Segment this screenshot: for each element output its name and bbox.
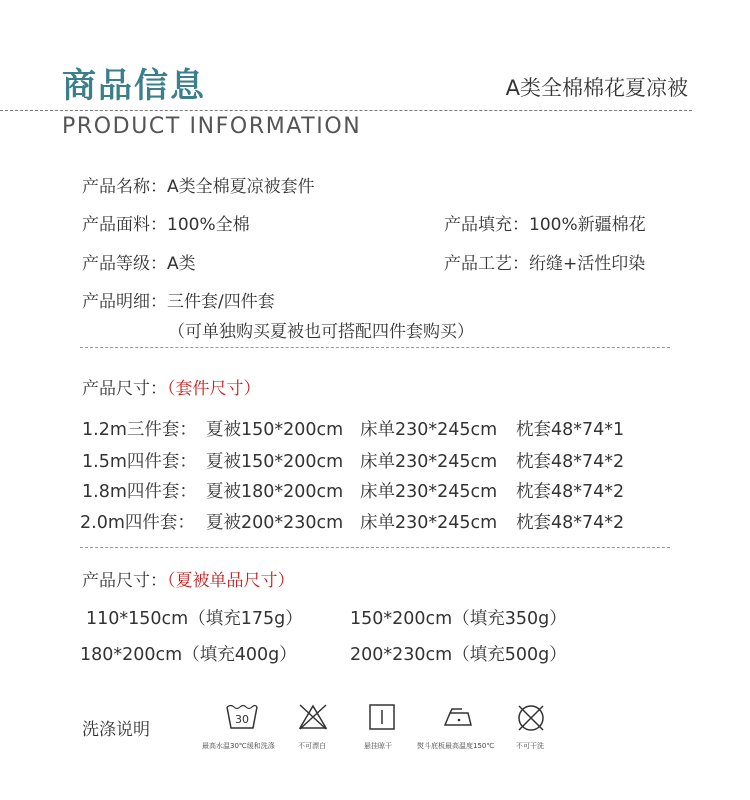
section-divider: [80, 347, 670, 348]
sheet-size: 床单230*245cm: [360, 482, 498, 502]
set-size-label-red: （套件尺寸）: [167, 379, 261, 399]
single-size-label-red: （夏被单品尺寸）: [167, 571, 295, 591]
care-caption: 最高水温30℃缓和洗涤: [202, 742, 275, 750]
quilt-size: 夏被150*200cm: [206, 452, 344, 472]
set-size-row: [82, 416, 197, 441]
iron-low-icon: [442, 703, 474, 735]
svg-text:30: 30: [235, 713, 249, 726]
info-grade: 产品等级：A类: [82, 254, 196, 274]
set-size-heading: [82, 374, 261, 399]
quilt-size: 夏被180*200cm: [206, 482, 344, 502]
care-caption: 不可干洗: [516, 742, 544, 750]
pillow-size: 枕套48*74*2: [516, 482, 625, 502]
set-size-row: [80, 509, 195, 534]
page-title-english: PRODUCT INFORMATION: [62, 114, 362, 139]
info-detail-note: （可单独购买夏被也可搭配四件套购买）: [168, 322, 474, 342]
set-name: 1.5m四件套：: [82, 452, 197, 472]
set-name: 2.0m四件套：: [80, 513, 195, 533]
info-detail: 产品明细：三件套/四件套: [82, 292, 275, 312]
set-name: 1.2m三件套：: [82, 420, 197, 440]
single-size-item: 110*150cm（填充175g）: [86, 609, 303, 629]
header-divider: [0, 110, 692, 111]
info-name: 产品名称：A类全棉夏凉被套件: [82, 177, 315, 197]
pillow-size: 枕套48*74*2: [516, 452, 625, 472]
page-title: 商品信息: [62, 66, 206, 106]
pillow-size: 枕套48*74*1: [516, 420, 625, 440]
wash-30-icon: [225, 703, 259, 735]
quilt-size: 夏被200*230cm: [206, 513, 344, 533]
set-name: 1.8m四件套：: [82, 482, 197, 502]
single-size-heading: [82, 566, 295, 591]
pillow-size: 枕套48*74*2: [516, 513, 625, 533]
care-caption: 不可漂白: [298, 742, 326, 750]
care-caption: 熨斗底板最高温度150℃: [417, 742, 495, 750]
set-size-row: [82, 478, 197, 503]
single-size-item: 180*200cm（填充400g）: [80, 645, 297, 665]
quilt-size: 夏被150*200cm: [206, 420, 344, 440]
set-size-label: 产品尺寸：: [82, 379, 167, 399]
sheet-size: 床单230*245cm: [360, 513, 498, 533]
sheet-size: 床单230*245cm: [360, 452, 498, 472]
single-size-item: 150*200cm（填充350g）: [350, 609, 567, 629]
single-size-label: 产品尺寸：: [82, 571, 167, 591]
no-dry-clean-icon: [516, 703, 546, 737]
hang-dry-icon: [368, 703, 396, 735]
info-craft: 产品工艺：绗缝+活性印染: [444, 254, 646, 274]
no-bleach-icon: [298, 703, 328, 735]
info-fabric: 产品面料：100%全棉: [82, 215, 250, 235]
sheet-size: 床单230*245cm: [360, 420, 498, 440]
product-name-heading: A类全棉棉花夏凉被: [505, 76, 688, 100]
care-label: 洗涤说明: [82, 720, 150, 740]
single-size-item: 200*230cm（填充500g）: [350, 645, 567, 665]
care-caption: 悬挂晾干: [364, 742, 392, 750]
info-filling: 产品填充：100%新疆棉花: [444, 215, 646, 235]
set-size-row: [82, 448, 197, 473]
section-divider: [80, 547, 670, 548]
